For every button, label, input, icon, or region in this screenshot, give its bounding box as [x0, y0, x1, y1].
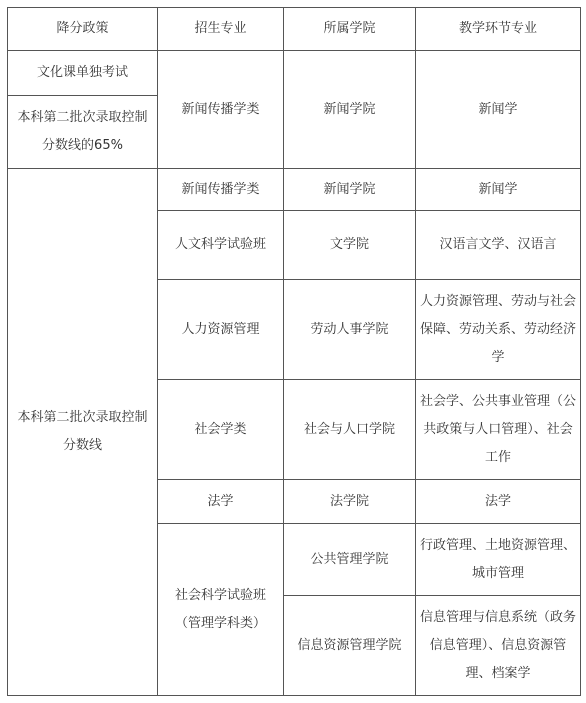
teaching-cell: 法学 [416, 480, 581, 524]
header-college: 所属学院 [284, 8, 416, 51]
table-row [8, 51, 581, 96]
policy-cell: 本科第二批次录取控制分数线 [8, 169, 158, 696]
major-cell: 社会科学试验班（管理学科类） [158, 524, 284, 696]
college-cell: 劳动人事学院 [284, 280, 416, 380]
header-major: 招生专业 [158, 8, 284, 51]
major-cell: 人文科学试验班 [158, 211, 284, 280]
table-row [8, 169, 581, 211]
major-cell: 人力资源管理 [158, 280, 284, 380]
teaching-cell: 信息管理与信息系统（政务信息管理）、信息资源管理、档案学 [416, 596, 581, 696]
teaching-cell: 行政管理、土地资源管理、城市管理 [416, 524, 581, 596]
teaching-cell: 汉语言文学、汉语言 [416, 211, 581, 280]
college-cell: 公共管理学院 [284, 524, 416, 596]
major-cell: 法学 [158, 480, 284, 524]
teaching-cell: 新闻学 [416, 51, 581, 169]
admission-policy-table [7, 7, 581, 696]
policy-cell: 本科第二批次录取控制分数线的65% [8, 96, 158, 169]
teaching-cell: 社会学、公共事业管理（公共政策与人口管理）、社会工作 [416, 380, 581, 480]
college-cell: 新闻学院 [284, 51, 416, 169]
teaching-cell: 人力资源管理、劳动与社会保障、劳动关系、劳动经济学 [416, 280, 581, 380]
college-cell: 法学院 [284, 480, 416, 524]
college-cell: 社会与人口学院 [284, 380, 416, 480]
major-cell: 新闻传播学类 [158, 51, 284, 169]
table-header-row [8, 8, 581, 51]
header-teaching-major: 教学环节专业 [416, 8, 581, 51]
teaching-cell: 新闻学 [416, 169, 581, 211]
college-cell: 文学院 [284, 211, 416, 280]
college-cell: 信息资源管理学院 [284, 596, 416, 696]
college-cell: 新闻学院 [284, 169, 416, 211]
header-policy: 降分政策 [8, 8, 158, 51]
major-cell: 社会学类 [158, 380, 284, 480]
major-cell: 新闻传播学类 [158, 169, 284, 211]
policy-cell: 文化课单独考试 [8, 51, 158, 96]
